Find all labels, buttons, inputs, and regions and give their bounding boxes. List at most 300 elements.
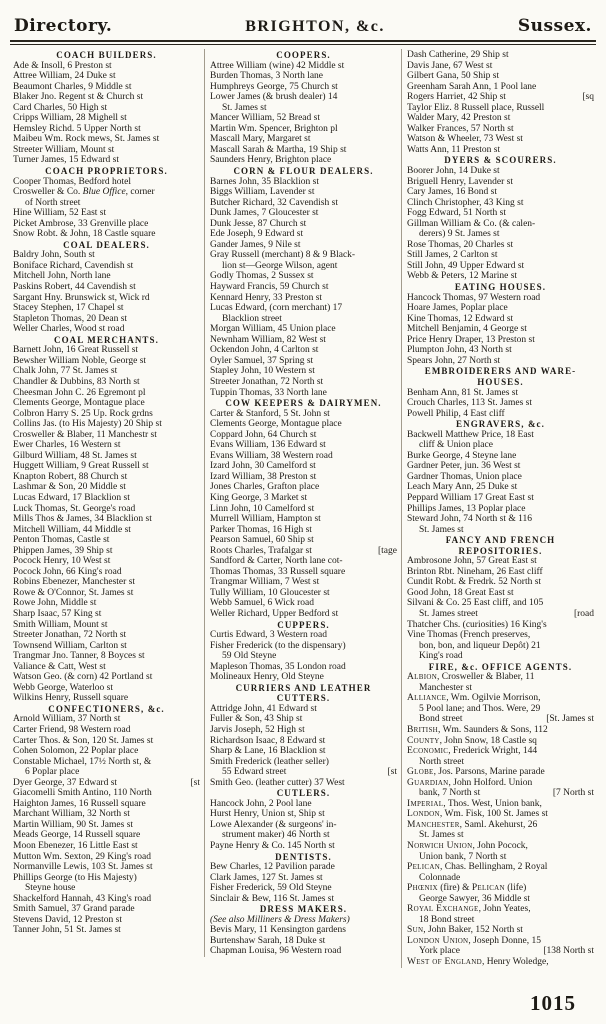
section-heading: CONFECTIONERS, &c. xyxy=(48,703,165,714)
entry-continuation-line: Blacklion street xyxy=(222,313,282,324)
directory-entry: Thomas Thomas, 33 Russell square xyxy=(210,566,346,577)
directory-entry: Tanner John, 51 St. James st xyxy=(13,925,121,936)
directory-entry: Carter Friend, 98 Western road xyxy=(13,725,131,735)
catchword: [sq xyxy=(582,92,594,103)
directory-entry: Ockendon John, 4 Carlton st xyxy=(210,345,319,356)
section-heading: FIRE, &c. OFFICE AGENTS. xyxy=(428,661,573,672)
section-note: (See also Milliners & Dress Makers) xyxy=(210,914,350,925)
directory-entry xyxy=(407,936,594,947)
directory-entry: Cripps William, 28 Mighell st xyxy=(13,113,127,124)
directory-entry: Penton Thomas, Castle st xyxy=(13,535,110,546)
section-heading: COAL MERCHANTS. xyxy=(53,334,159,345)
directory-entry xyxy=(13,778,200,789)
directory-entry: Weller Charles, Wood st road xyxy=(13,324,125,335)
directory-entry: Evans William, 136 Edward st xyxy=(210,440,326,451)
entry-continuation-line: 18 Bond street xyxy=(419,914,475,925)
directory-entry: Stapley John, 10 Western st xyxy=(210,366,315,377)
entry-text-segment: (fire) & xyxy=(437,883,472,894)
entry-text-segment: , Crosweller & Blaber, 11 xyxy=(437,672,535,683)
directory-entry: Webb George, Waterloo st xyxy=(13,682,113,693)
entry-continuation-line: 5 Pool lane; and Thos. Were, 29 xyxy=(419,703,541,714)
directory-entry: Beaumont Charles, 9 Middle st xyxy=(13,81,132,92)
entry-text-segment: , Wm. Ogilvie Morrison, xyxy=(446,693,541,704)
entry-text-segment: (life) xyxy=(504,883,527,894)
section-heading: DENTISTS. xyxy=(275,851,332,862)
directory-entry: Martin Wm. Spencer, Brighton pl xyxy=(210,123,338,134)
entry-text-segment: Roots Charles, Trafalgar st xyxy=(210,545,312,556)
directory-entry: Stacey Stephen, 17 Chapel st xyxy=(13,303,124,314)
directory-entry: Brinton Rbt. Nineham, 26 East cliff xyxy=(407,566,543,577)
section-heading: EMBROIDERERS AND WARE- xyxy=(424,366,577,377)
directory-entry: Plumpton John, 43 North st xyxy=(407,345,512,356)
directory-entry: Evans William, 38 Western road xyxy=(210,450,333,461)
directory-entry: Mitchell John, North lane xyxy=(13,271,111,282)
directory-entry: Cundit Robt. & Fredrk. 52 North st xyxy=(407,577,542,588)
directory-entry: Pearson Samuel, 60 Ship st xyxy=(210,535,314,546)
page-number: 1015 xyxy=(530,991,576,1015)
entry-text-segment: , Henry Woledge, xyxy=(481,957,549,968)
directory-entry: Tuppin Thomas, 33 North lane xyxy=(210,387,327,398)
directory-entry: Constable Michael, 17½ North st, & xyxy=(13,756,152,767)
entry-continuation-line: Colonnade xyxy=(419,872,461,883)
directory-entry: Phillips James, 13 Poplar place xyxy=(407,503,526,514)
entry-text-segment: , John Baker, 152 North st xyxy=(423,925,523,936)
directory-entry: Arnold William, 37 North st xyxy=(13,714,121,725)
directory-entry xyxy=(407,862,594,873)
directory-entry: Sharp Isaac, 57 King st xyxy=(13,608,102,619)
column-2 xyxy=(204,49,401,957)
entry-text-segment: , Joseph Donne, 15 xyxy=(468,935,541,946)
directory-entry: Cooper Thomas, Bedford hotel xyxy=(13,176,132,187)
catchword: [St. James st xyxy=(546,714,594,725)
directory-entry: Oyler Samuel, 37 Spring st xyxy=(210,355,314,366)
entry-text-segment: York place xyxy=(419,946,460,957)
directory-entry: Smith Samuel, 37 Grand parade xyxy=(13,904,135,915)
directory-entry: Ade & Insoll, 6 Preston st xyxy=(13,60,112,71)
entry-text-segment: Guardian xyxy=(407,777,449,788)
directory-entry: Collins Jas. (to His Majesty) 20 Ship st xyxy=(13,419,162,430)
directory-entry: Hoare James, Poplar place xyxy=(407,303,508,314)
entry-continuation-line xyxy=(407,609,594,620)
section-heading: COW KEEPERS & DAIRYMEN. xyxy=(225,398,382,409)
directory-entry: Bew Charles, 12 Pavilion parade xyxy=(210,862,335,873)
directory-entry: Chapman Louisa, 96 Western road xyxy=(210,946,342,957)
directory-entry: Taylor Eliz. 8 Russell place, Russell xyxy=(407,102,545,113)
directory-entry xyxy=(13,187,200,198)
directory-entry: Paskins Robert, 44 Cavendish st xyxy=(13,282,136,293)
entry-continuation-line xyxy=(407,946,594,957)
entry-text-segment: Norwich Union xyxy=(407,841,473,852)
header-rule xyxy=(10,40,596,45)
directory-entry: Card Charles, 50 High st xyxy=(13,102,108,113)
directory-entry: Burtenshaw Sarah, 18 Duke st xyxy=(210,935,326,946)
directory-entry: Webb Samuel, 6 Wick road xyxy=(210,598,314,609)
section-heading: ENGRAVERS, &c. xyxy=(456,419,545,430)
entry-continuation-line: derers) 9 St. James st xyxy=(419,229,500,240)
directory-entry: Hurst Henry, Union st, Ship st xyxy=(210,809,325,820)
directory-entry: Rowe John, Middle st xyxy=(13,598,97,609)
directory-entry: Smith Frederick (leather seller) xyxy=(210,756,329,767)
entry-text-segment: Manchester xyxy=(407,819,460,830)
directory-entry: Humphreys George, 75 Church st xyxy=(210,81,338,92)
directory-entry: Crosweller & Blaber, 11 Manchestr st xyxy=(13,429,157,440)
directory-entry: Luck Thomas, St. George's road xyxy=(13,503,136,514)
entry-continuation-line: 59 Old Steyne xyxy=(222,651,277,662)
directory-entry: Streeter Jonathan, 72 North st xyxy=(13,630,127,641)
entry-continuation-line: Steyne house xyxy=(25,883,76,894)
directory-entry: Newnham William, 82 West st xyxy=(210,334,326,345)
entry-text-segment: Globe xyxy=(407,767,434,778)
directory-entry: Mascall Sarah & Martha, 19 Ship st xyxy=(210,144,347,155)
directory-entry: Greenham Sarah Ann, 1 Pool lane xyxy=(407,81,537,92)
directory-entry xyxy=(407,672,594,683)
directory-entry: Payne Henry & Co. 145 North st xyxy=(210,841,335,852)
entry-continuation-line: bon, bon, and liqueur Depôt) 21 xyxy=(419,640,541,651)
directory-entry xyxy=(407,925,594,936)
entry-text-segment: Dyer George, 37 Edward st xyxy=(13,777,118,788)
directory-entry: King George, 3 Market st xyxy=(210,492,308,503)
directory-entry: Knapton Robert, 88 Church st xyxy=(13,471,128,482)
directory-entry: Mitchell Benjamin, 4 George st xyxy=(407,324,527,335)
directory-entry: Hine William, 52 East st xyxy=(13,208,107,219)
directory-entry: Izard William, 38 Preston st xyxy=(210,471,317,482)
directory-entry: Fogg Edward, 51 North st xyxy=(407,208,506,219)
directory-entry: Meads George, 14 Russell square xyxy=(13,830,141,841)
directory-entry: Mutton Wm. Sexton, 29 King's road xyxy=(13,851,151,862)
directory-entry: Bevis Mary, 11 Kensington gardens xyxy=(210,925,346,936)
entry-text-segment: Sun xyxy=(407,925,424,936)
directory-entry xyxy=(407,767,594,778)
directory-entry: Rowe & O'Connor, St. James st xyxy=(13,587,134,598)
entry-continuation-line xyxy=(210,767,397,778)
catchword: [road xyxy=(573,608,594,619)
directory-entry: Baldry John, South st xyxy=(13,250,95,261)
catchword: [st xyxy=(190,777,200,788)
directory-entry: Chandler & Dubbins, 83 North st xyxy=(13,376,140,387)
directory-entry: Cheesman John C. 26 Egremont pl xyxy=(13,387,146,398)
directory-entry: Haighton James, 16 Russell square xyxy=(13,798,146,809)
directory-entry: Saunders Henry, Brighton place xyxy=(210,155,332,166)
section-heading: DYERS & SCOURERS. xyxy=(444,155,557,166)
directory-entry: Dunk James, 7 Gloucester st xyxy=(210,208,319,219)
section-heading: REPOSITORIES. xyxy=(458,545,543,556)
directory-entry: Peppard William 17 Great East st xyxy=(407,492,534,503)
directory-entry: Dash Catherine, 29 Ship st xyxy=(407,50,509,60)
directory-entry: Leach Mary Ann, 25 Duke st xyxy=(407,482,518,493)
directory-entry: Benham Ann, 81 St. James st xyxy=(407,387,519,398)
section-heading: EATING HOUSES. xyxy=(454,282,547,293)
directory-entry: Vine Thomas (French preserves, xyxy=(407,630,531,641)
directory-entry: Gardner Peter, jun. 36 West st xyxy=(407,461,521,472)
entry-text-segment: Blue Office xyxy=(82,187,126,198)
directory-entry: Weller Richard, Upper Bedford st xyxy=(210,608,339,619)
directory-entry: Parker Thomas, 16 High st xyxy=(210,524,312,535)
directory-entry: Lucas Edward, (corn merchant) 17 xyxy=(210,303,343,314)
entry-continuation-line: 6 Poplar place xyxy=(25,767,80,778)
directory-entry: Gray Russell (merchant) 8 & 9 Black- xyxy=(210,250,356,261)
directory-entry: Mascall Mary, Margaret st xyxy=(210,134,311,145)
directory-entry: Hemsley Richd. 5 Upper North st xyxy=(13,123,141,134)
directory-entry: Attridge John, 41 Edward st xyxy=(210,703,317,714)
directory-entry: Lower James (& brush dealer) 14 xyxy=(210,92,338,103)
directory-entry: Richardson Isaac, 8 Edward st xyxy=(210,735,326,746)
header-center-title: BRIGHTON, &c. xyxy=(245,18,385,35)
directory-entry: Hancock Thomas, 97 Western road xyxy=(407,292,541,303)
directory-entry: Stevens David, 12 Preston st xyxy=(13,914,122,925)
directory-entry: Burden Thomas, 3 North lane xyxy=(210,71,324,82)
directory-entry: Phillips George (to His Majesty) xyxy=(13,872,137,883)
catchword: [138 North st xyxy=(543,946,594,957)
directory-entry: Lucas Edward, 17 Blacklion st xyxy=(13,492,130,503)
entry-continuation-line: strument maker) 46 North st xyxy=(222,830,330,841)
directory-entry xyxy=(407,92,594,103)
entry-text-segment: , Wm. Fisk, 100 St. James st xyxy=(439,809,548,820)
directory-entry: Cohen Solomon, 22 Poplar place xyxy=(13,746,139,757)
directory-entry: Watts Ann, 11 Preston st xyxy=(407,144,501,155)
column-3 xyxy=(401,49,598,968)
entry-continuation-line: King's road xyxy=(419,651,463,662)
page-header xyxy=(8,6,598,39)
directory-entry: Ambrosone John, 57 Great East st xyxy=(407,556,537,567)
entry-text-segment: County xyxy=(407,735,440,746)
directory-entry: Gardner Thomas, Union place xyxy=(407,471,522,482)
column-1 xyxy=(8,49,204,936)
directory-entry: Backwell Matthew Price, 18 East xyxy=(407,429,534,440)
directory-entry: Izard John, 30 Camelford st xyxy=(210,461,316,472)
directory-entry: Gillman William & Co. (& calen- xyxy=(407,218,536,229)
entry-text-segment: Albion xyxy=(407,672,438,683)
directory-entry: Hancock John, 2 Pool lane xyxy=(210,798,312,809)
directory-entry: Lowe Alexander (& surgeons' in- xyxy=(210,819,337,830)
entry-continuation-line: of North street xyxy=(25,197,81,208)
directory-entry: Clements George, Montague place xyxy=(210,419,342,430)
directory-entry: Shackelford Hannah, 43 King's road xyxy=(13,893,152,904)
entry-text-segment: , John Holford. Union xyxy=(448,777,533,788)
catchword: [st xyxy=(387,767,397,778)
entry-text-segment: 55 Edward street xyxy=(222,767,287,778)
directory-entry: Streeter William, Mount st xyxy=(13,144,115,155)
section-heading: HOUSES. xyxy=(477,376,524,387)
directory-entry: Moon Ebenezer, 16 Little East st xyxy=(13,841,138,852)
directory-entry: Maibeu Wm. Rock mews, St. James st xyxy=(13,134,160,145)
entry-continuation-line: North street xyxy=(419,756,465,767)
entry-text-segment: Imperial xyxy=(407,798,444,809)
entry-text-segment: Phœnix xyxy=(407,883,438,894)
directory-entry: Silvani & Co. 25 East cliff, and 105 xyxy=(407,598,544,609)
directory-entry: Normanville Lewis, 103 St. James st xyxy=(13,862,153,873)
directory-entry: Attree William, 24 Duke st xyxy=(13,71,116,82)
directory-entry: Thatcher Chs. (curiosities) 16 King's xyxy=(407,619,547,630)
entry-text-segment: , Thos. West, Union bank, xyxy=(443,798,542,809)
directory-entry: Carter Thos. & Son, 120 St. James st xyxy=(13,735,154,746)
section-heading: COACH PROPRIETORS. xyxy=(45,166,168,177)
directory-entry: Clinch Christopher, 43 King st xyxy=(407,197,524,208)
directory-entry xyxy=(407,820,594,831)
entry-continuation-line xyxy=(407,714,594,725)
entry-continuation-line: St. James st xyxy=(419,830,464,841)
directory-entry: Walker Frances, 57 North st xyxy=(407,123,514,134)
directory-entry: Steward John, 74 North st & 116 xyxy=(407,514,532,525)
section-heading: FANCY AND FRENCH xyxy=(445,535,556,546)
directory-entry: Blaker Jno. Regent st & Church st xyxy=(13,92,144,103)
entry-text-segment: , Wm. Saunders & Sons, 112 xyxy=(438,725,548,735)
directory-entry: Smith Geo. (leather cutter) 37 West xyxy=(210,777,345,788)
directory-entry: Spears John, 27 North st xyxy=(407,355,501,366)
directory-entry: Molineaux Henry, Old Steyne xyxy=(210,672,324,683)
section-heading: DRESS MAKERS. xyxy=(259,904,348,915)
header-left-title: Directory. xyxy=(14,16,113,36)
section-heading: COOPERS. xyxy=(276,50,331,60)
directory-entry: Crouch Charles, 113 St. James st xyxy=(407,398,532,409)
entry-text-segment: Bond street xyxy=(419,714,463,725)
directory-entry: Mitchell William, 44 Middle st xyxy=(13,524,131,535)
directory-entry: Davis Jane, 67 West st xyxy=(407,60,493,71)
directory-entry: Ede Joseph, 9 Edward st xyxy=(210,229,304,240)
section-heading: CORN & FLOUR DEALERS. xyxy=(233,166,374,177)
directory-entry: Martin William, 90 St. James st xyxy=(13,819,134,830)
directory-entry: Butcher Richard, 32 Cavendish st xyxy=(210,197,338,208)
directory-entry: Pocock Henry, 10 West st xyxy=(13,556,111,567)
directory-entry xyxy=(407,799,594,810)
directory-entry: Dunk Jesse, 87 Church st xyxy=(210,218,307,229)
entry-text-segment: Alliance xyxy=(407,693,447,704)
directory-entry: Watson & Wheeler, 73 West st xyxy=(407,134,523,145)
entry-text-segment: St. James street xyxy=(419,608,478,619)
entry-text-segment: , corner xyxy=(125,187,155,198)
directory-entry: Streeter Jonathan, 72 North st xyxy=(210,376,324,387)
section-heading: COAL DEALERS. xyxy=(63,239,150,250)
directory-entry: Wilkins Henry, Russell square xyxy=(13,693,129,704)
directory-entry: Huggett William, 9 Great Russell st xyxy=(13,461,149,472)
directory-entry xyxy=(407,883,594,894)
directory-entry: Picket Ambrose, 33 Grenville place xyxy=(13,218,149,229)
directory-entry: Sandford & Carter, North lane cot- xyxy=(210,556,343,567)
directory-entry: Turner James, 15 Edward st xyxy=(13,155,119,166)
directory-entry: Stapleton Thomas, 20 Dean st xyxy=(13,313,128,324)
directory-entry xyxy=(407,746,594,757)
directory-entry: Rose Thomas, 20 Charles st xyxy=(407,239,514,250)
directory-entry: Burke George, 4 Steyne lane xyxy=(407,450,517,461)
directory-entry: Kine Thomas, 12 Edward st xyxy=(407,313,514,324)
directory-entry: Sinclair & Bew, 116 St. James st xyxy=(210,893,335,904)
directory-entry xyxy=(407,736,594,747)
entry-text-segment: Rogers Harriet, 42 Ship st xyxy=(407,92,506,103)
directory-entry: Marchant William, 32 North st xyxy=(13,809,130,820)
directory-entry: Ewer Charles, 16 Western st xyxy=(13,440,121,451)
directory-entry: Jones Charles, Grafton place xyxy=(210,482,320,493)
directory-entry: Murrell William, Hampton st xyxy=(210,514,321,525)
entry-text-segment: , Jos. Parsons, Marine parade xyxy=(433,767,545,778)
directory-entry: Townsend William, Carlton st xyxy=(13,640,127,651)
section-heading: CURRIERS AND LEATHER xyxy=(235,682,372,693)
entry-continuation-line: St. James st xyxy=(419,524,464,535)
entry-text-segment: , John Pocock, xyxy=(472,841,528,852)
entry-text-segment: Pelican xyxy=(471,883,505,894)
directory-entry: Trangmar Jno. Tanner, 8 Boyces st xyxy=(13,651,145,662)
directory-entry: Powell Philip, 4 East cliff xyxy=(407,408,505,419)
directory-entry: Phippen James, 39 Ship st xyxy=(13,545,113,556)
directory-entry: Hayward Francis, 59 Church st xyxy=(210,282,329,293)
directory-entry: Sharp & Lane, 16 Blacklion st xyxy=(210,746,326,757)
directory-entry: Kennard Henry, 33 Preston st xyxy=(210,292,323,303)
entry-text-segment: , Saml. Akehurst, 26 xyxy=(459,819,538,830)
directory-entry: Boorer John, 14 Duke st xyxy=(407,166,500,177)
directory-columns xyxy=(8,49,598,968)
directory-entry xyxy=(407,809,594,820)
directory-entry: Boniface Richard, Cavendish st xyxy=(13,260,134,271)
entry-text-segment: bank, 7 North st xyxy=(419,788,481,799)
entry-text-segment: , Chas. Bellingham, 2 Royal xyxy=(440,862,548,873)
section-heading: CUTLERS. xyxy=(276,788,331,799)
directory-entry: Trangmar William, 7 West st xyxy=(210,577,320,588)
directory-entry: Barnes John, 35 Blacklion st xyxy=(210,176,319,187)
directory-entry: Clark James, 127 St. James st xyxy=(210,872,323,883)
directory-entry: Attree William (wine) 42 Middle st xyxy=(210,60,345,71)
directory-entry: Jarvis Joseph, 52 High st xyxy=(210,725,305,735)
directory-entry: Tully William, 10 Gloucester st xyxy=(210,587,330,598)
catchword: [7 North st xyxy=(552,788,594,799)
directory-entry: Gilbert Gana, 50 Ship st xyxy=(407,71,500,82)
directory-entry: Snow Robt. & John, 18 Castle square xyxy=(13,229,156,240)
header-right-title: Sussex. xyxy=(517,16,592,36)
directory-entry: Price Henry Draper, 13 Preston st xyxy=(407,334,535,345)
directory-entry xyxy=(407,841,594,852)
entry-text-segment: West of England xyxy=(407,957,482,968)
directory-entry: Carter & Stanford, 5 St. John st xyxy=(210,408,330,419)
entry-text-segment: Crosweller & Co. xyxy=(13,187,83,198)
directory-entry: Gander James, 9 Nile st xyxy=(210,239,301,250)
directory-entry: Briguell Henry, Lavender st xyxy=(407,176,513,187)
directory-entry: Bewsher William Noble, George st xyxy=(13,355,147,366)
entry-text-segment: , Frederick Wright, 144 xyxy=(448,746,538,757)
directory-entry: Chalk John, 77 St. James st xyxy=(13,366,118,377)
directory-entry: Fuller & Son, 43 Ship st xyxy=(210,714,303,725)
entry-text-segment: British xyxy=(407,725,438,735)
directory-entry: Mapleson Thomas, 35 London road xyxy=(210,661,346,672)
section-heading: CUPPERS. xyxy=(277,619,330,630)
directory-entry: Fisher Frederick, 59 Old Steyne xyxy=(210,883,332,894)
directory-entry: Colbron Harry S. 25 Up. Rock grdns xyxy=(13,408,153,419)
directory-entry: Robins Ebenezer, Manchester st xyxy=(13,577,136,588)
directory-entry xyxy=(407,725,594,736)
directory-entry: Valiance & Catt, West st xyxy=(13,661,106,672)
entry-continuation-line: George Sawyer, 36 Middle st xyxy=(419,893,531,904)
directory-entry xyxy=(407,957,594,968)
catchword: [tage xyxy=(378,545,397,556)
directory-entry: Walder Mary, 42 Preston st xyxy=(407,113,511,124)
directory-entry: Morgan William, 45 Union place xyxy=(210,324,336,335)
directory-entry: Barnett John, 16 Great Russell st xyxy=(13,345,139,356)
entry-text-segment: London Union xyxy=(407,935,469,946)
directory-entry: Clements George, Montague place xyxy=(13,398,145,409)
directory-entry: Watson Geo. (& corn) 42 Portland st xyxy=(13,672,153,683)
directory-entry xyxy=(210,546,397,557)
directory-entry: Still James, 2 Carlton st xyxy=(407,250,498,261)
directory-entry xyxy=(407,693,594,704)
directory-entry: Gilburd William, 48 St. James st xyxy=(13,450,137,461)
directory-entry: Giacomelli Smith Antino, 110 North xyxy=(13,788,152,799)
entry-text-segment: , John Snow, 18 Castle sq xyxy=(439,735,537,746)
entry-continuation-line: Union bank, 7 North st xyxy=(419,851,507,862)
directory-entry: Godly Thomas, 2 Sussex st xyxy=(210,271,314,282)
directory-entry: Still John, 49 Upper Edward st xyxy=(407,260,525,271)
entry-text-segment: Economic xyxy=(407,746,449,757)
directory-entry: Coppard John, 64 Church st xyxy=(210,429,317,440)
directory-entry: Fisher Frederick (to the dispensary) xyxy=(210,640,346,651)
entry-text-segment: , John Yeates, xyxy=(478,904,531,915)
directory-entry: Mills Thos & James, 34 Blacklion st xyxy=(13,514,152,525)
directory-entry xyxy=(407,778,594,789)
